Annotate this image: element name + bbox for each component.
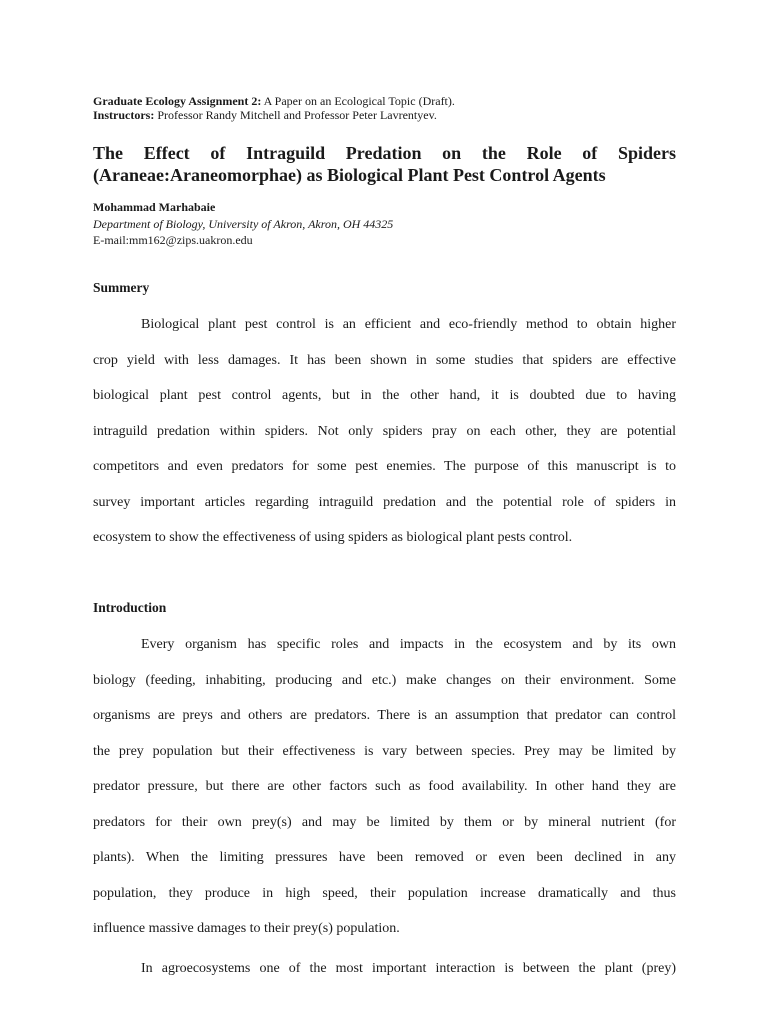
introduction-line: biology (feeding, inhabiting, producing and etc.) make changes on their environment. Some (93, 673, 676, 688)
introduction-heading: Introduction (93, 600, 167, 615)
paper-title-line-2: (Araneae:Araneomorphae) as Biological Plant Pest Control Agents (93, 165, 606, 185)
assignment-text: A Paper on an Ecological Topic (Draft). (261, 94, 455, 108)
author-name: Mohammad Marhabaie (93, 200, 216, 214)
author-affiliation: Department of Biology, University of Akron, Akron, OH 44325 (93, 217, 394, 231)
summary-line: competitors and even predators for some pest enemies. The purpose of this manuscript is to (93, 459, 676, 474)
assignment-label: Graduate Ecology Assignment 2: (93, 94, 262, 108)
instructors-label: Instructors: (93, 108, 155, 122)
introduction-line: organisms are preys and others are predators. There is an assumption that predator can control (93, 708, 676, 723)
introduction-line: population, they produce in high speed, their population increase dramatically and thus (93, 886, 676, 901)
summary-line: survey important articles regarding intraguild predation and the potential role of spiders in (93, 495, 676, 510)
paper-title-line-1: The Effect of Intraguild Predation on the Role of Spiders (93, 143, 676, 163)
summary-line: Biological plant pest control is an efficient and eco-friendly method to obtain higher (141, 317, 676, 332)
assignment-line (93, 94, 455, 108)
introduction-line: Every organism has specific roles and impacts in the ecosystem and by its own (141, 637, 676, 652)
summary-line: biological plant pest control agents, but in the other hand, it is doubted due to having (93, 388, 676, 403)
summary-heading: Summery (93, 280, 150, 295)
author-email: E-mail:mm162@zips.uakron.edu (93, 233, 253, 247)
introduction-line: predator pressure, but there are other factors such as food availability. In other hand they are (93, 779, 676, 794)
introduction-line: the prey population but their effectiveness is vary between species. Prey may be limited by (93, 744, 676, 759)
summary-line: crop yield with less damages. It has been shown in some studies that spiders are effective (93, 353, 676, 368)
summary-line: intraguild predation within spiders. Not only spiders pray on each other, they are potential (93, 424, 676, 439)
introduction-line: predators for their own prey(s) and may be limited by them or by mineral nutrient (for (93, 815, 676, 830)
introduction-line: plants). When the limiting pressures have been removed or even been declined in any (93, 850, 676, 865)
summary-line: ecosystem to show the effectiveness of using spiders as biological plant pests control. (93, 530, 573, 545)
paper-title (93, 142, 676, 186)
introduction-line: In agroecosystems one of the most important interaction is between the plant (prey) (141, 961, 676, 976)
instructors-text: Professor Randy Mitchell and Professor Peter Lavrentyev. (154, 108, 437, 122)
introduction-line: influence massive damages to their prey(s) population. (93, 921, 400, 936)
instructors-line (93, 108, 437, 122)
